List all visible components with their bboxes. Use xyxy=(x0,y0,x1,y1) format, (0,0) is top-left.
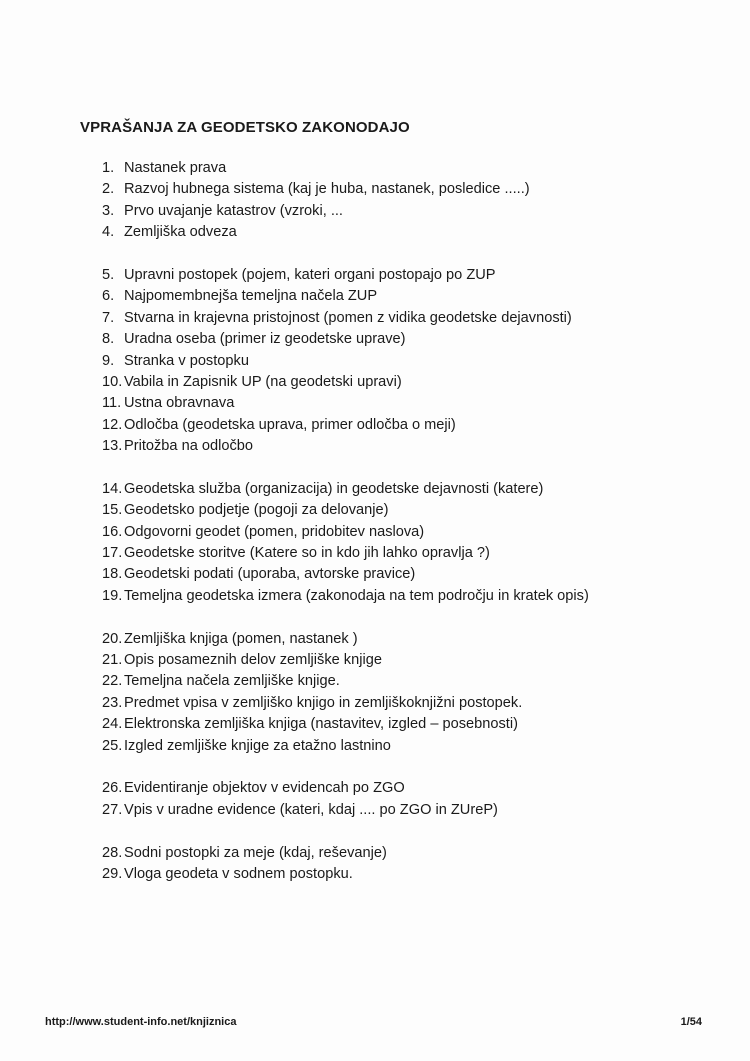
list-item xyxy=(102,436,589,457)
item-number: 10. xyxy=(102,373,123,390)
item-number: 16. xyxy=(102,523,123,540)
list-item xyxy=(102,201,589,222)
item-number: 26. xyxy=(102,780,123,797)
list-item xyxy=(102,693,589,714)
list-item xyxy=(102,500,589,521)
item-text: Stranka v postopku xyxy=(124,352,249,369)
item-number: 21. xyxy=(102,651,123,668)
item-number: 24. xyxy=(102,716,123,733)
item-number: 11. xyxy=(102,395,122,412)
document-title: VPRAŠANJA ZA GEODETSKO ZAKONODAJO xyxy=(80,119,410,136)
item-number: 4. xyxy=(102,224,115,241)
item-text: Nastanek prava xyxy=(124,160,227,176)
list-item xyxy=(102,415,589,436)
question-list xyxy=(102,158,589,907)
question-group xyxy=(102,158,589,244)
footer-url: http://www.student-info.net/knjiznica xyxy=(45,1016,237,1028)
item-text: Zemljiška odveza xyxy=(124,224,237,241)
list-item xyxy=(102,564,589,585)
item-number: 7. xyxy=(102,309,115,326)
item-number: 9. xyxy=(102,352,115,369)
question-group xyxy=(102,265,589,458)
question-group xyxy=(102,629,589,757)
item-text: Ustna obravnava xyxy=(124,395,235,412)
page-number: 1/54 xyxy=(680,1016,702,1028)
list-item xyxy=(102,265,589,286)
item-number: 13. xyxy=(102,438,123,455)
item-text: Vpis v uradne evidence (kateri, kdaj .... po ZGO in ZUreP) xyxy=(124,801,498,818)
question-group xyxy=(102,479,589,607)
item-number: 18. xyxy=(102,566,123,583)
list-item xyxy=(102,479,589,500)
item-number: 15. xyxy=(102,502,123,519)
list-item xyxy=(102,650,589,671)
item-text: Vloga geodeta v sodnem postopku. xyxy=(124,865,353,882)
item-text: Sodni postopki za meje (kdaj, reševanje) xyxy=(124,844,387,861)
item-text: Predmet vpisa v zemljiško knjigo in zemljiškoknjižni postopek. xyxy=(124,694,523,711)
item-text: Najpomembnejša temeljna načela ZUP xyxy=(124,288,378,305)
list-item xyxy=(102,372,589,393)
item-text: Vabila in Zapisnik UP (na geodetski upravi) xyxy=(124,373,402,390)
list-item xyxy=(102,586,589,607)
list-item xyxy=(102,393,589,414)
list-item xyxy=(102,222,589,243)
item-text: Odgovorni geodet (pomen, pridobitev naslova) xyxy=(124,523,425,540)
list-item xyxy=(102,158,589,179)
list-item xyxy=(102,522,589,543)
item-text: Uradna oseba (primer iz geodetske uprave) xyxy=(124,331,406,348)
item-text: Odločba (geodetska uprava, primer odločba o meji) xyxy=(124,416,456,433)
item-number: 2. xyxy=(102,181,115,198)
list-item xyxy=(102,329,589,350)
item-text: Geodetska služba (organizacija) in geodetske dejavnosti (katere) xyxy=(124,480,544,497)
list-item xyxy=(102,714,589,735)
item-text: Izgled zemljiške knjige za etažno lastnino xyxy=(124,737,391,754)
item-text: Pritožba na odločbo xyxy=(124,438,253,455)
list-item xyxy=(102,800,589,821)
item-text: Elektronska zemljiška knjiga (nastavitev, izgled – posebnosti) xyxy=(124,716,518,733)
list-item xyxy=(102,308,589,329)
item-text: Razvoj hubnega sistema (kaj je huba, nastanek, posledice .....) xyxy=(124,181,530,198)
list-item xyxy=(102,778,589,799)
item-number: 1. xyxy=(102,160,115,176)
item-number: 20. xyxy=(102,630,123,647)
item-number: 23. xyxy=(102,694,123,711)
item-number: 27. xyxy=(102,801,123,818)
list-item xyxy=(102,843,589,864)
list-item xyxy=(102,864,589,885)
item-text: Temeljna geodetska izmera (zakonodaja na tem področju in kratek opis) xyxy=(124,587,589,604)
item-number: 14. xyxy=(102,480,123,497)
item-number: 28. xyxy=(102,844,123,861)
item-number: 5. xyxy=(102,266,115,283)
list-item xyxy=(102,629,589,650)
item-text: Temeljna načela zemljiške knjige. xyxy=(124,673,340,690)
item-text: Zemljiška knjiga (pomen, nastanek ) xyxy=(124,630,358,647)
item-text: Prvo uvajanje katastrov (vzroki, ... xyxy=(124,202,343,219)
item-number: 17. xyxy=(102,545,123,562)
question-group xyxy=(102,778,589,821)
list-item xyxy=(102,671,589,692)
item-text: Upravni postopek (pojem, kateri organi postopajo po ZUP xyxy=(124,266,496,283)
list-item xyxy=(102,286,589,307)
item-text: Opis posameznih delov zemljiške knjige xyxy=(124,651,382,668)
item-text: Geodetsko podjetje (pogoji za delovanje) xyxy=(124,502,389,519)
question-group xyxy=(102,843,589,886)
item-text: Geodetski podati (uporaba, avtorske pravice) xyxy=(124,566,416,583)
list-item xyxy=(102,736,589,757)
list-item xyxy=(102,351,589,372)
item-number: 25. xyxy=(102,737,123,754)
item-number: 19. xyxy=(102,587,123,604)
item-number: 8. xyxy=(102,331,115,348)
item-number: 22. xyxy=(102,673,123,690)
item-text: Stvarna in krajevna pristojnost (pomen z vidika geodetske dejavnosti) xyxy=(124,309,572,326)
item-number: 29. xyxy=(102,865,123,882)
item-number: 12. xyxy=(102,416,123,433)
list-item xyxy=(102,179,589,200)
list-item xyxy=(102,543,589,564)
item-text: Geodetske storitve (Katere so in kdo jih lahko opravlja ?) xyxy=(124,545,490,562)
item-text: Evidentiranje objektov v evidencah po ZGO xyxy=(124,780,405,797)
item-number: 3. xyxy=(102,202,115,219)
item-number: 6. xyxy=(102,288,115,305)
